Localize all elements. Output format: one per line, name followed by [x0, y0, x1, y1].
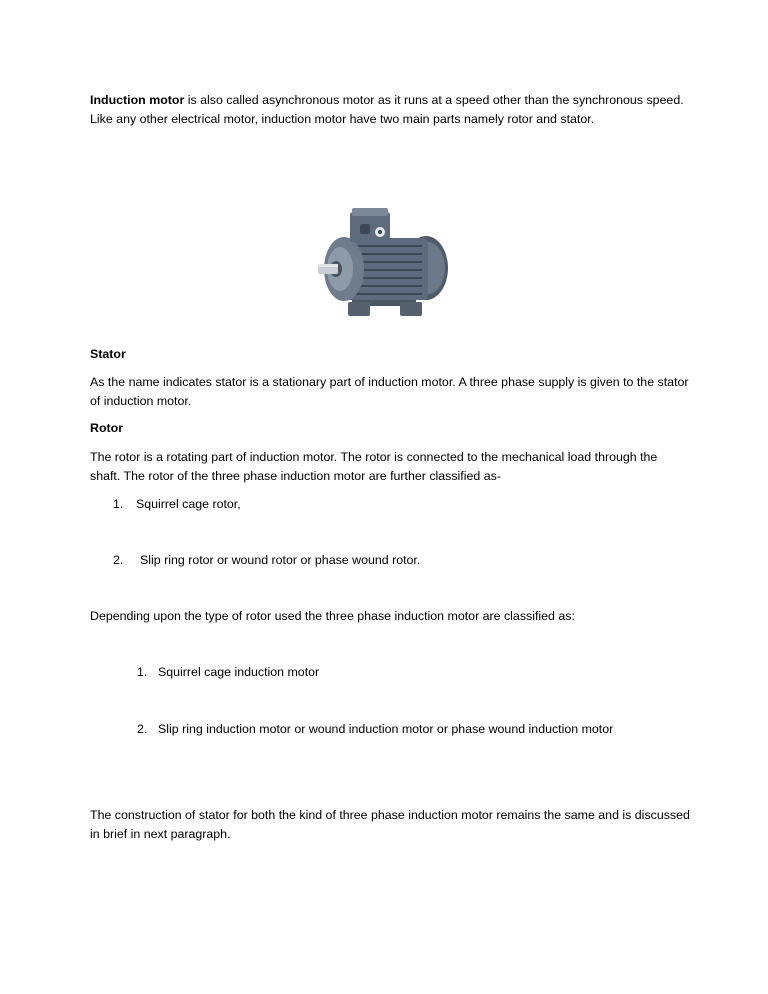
motor-type-item — [137, 720, 613, 739]
list-number: 1. — [113, 497, 124, 511]
list-label: Slip ring rotor or wound rotor or phase wound rotor. — [140, 553, 421, 567]
motor-type-item — [137, 663, 319, 682]
rotor-paragraph: The rotor is a rotating part of induction motor. The rotor is connected to the mechanical load through the shaft. The rotor of the three phase induction motor are further classified as- — [90, 450, 658, 483]
intro-paragraph — [90, 91, 690, 129]
stator-paragraph: As the name indicates stator is a stationary part of induction motor. A three phase supply is given to the stator of induction motor. — [90, 375, 689, 408]
stator-heading: Stator — [90, 347, 126, 361]
induction-motor-image — [314, 202, 454, 324]
classification-paragraph: Depending upon the type of rotor used the three phase induction motor are classified as: — [90, 609, 575, 623]
intro-term: Induction motor — [90, 93, 185, 107]
closing-paragraph: The construction of stator for both the kind of three phase induction motor remains the same and is discussed in brief in next paragraph. — [90, 808, 690, 841]
list-label: Slip ring induction motor or wound induction motor or phase wound induction motor — [158, 722, 614, 736]
list-label: Squirrel cage rotor, — [136, 497, 241, 511]
intro-text: is also called asynchronous motor as it runs at a speed other than the synchronous speed. Like any other electrical motor, induction motor have two main parts namely rotor and stator. — [90, 93, 684, 126]
list-number: 2. — [137, 722, 148, 736]
list-number: 2. — [113, 553, 124, 567]
list-label: Squirrel cage induction motor — [158, 665, 320, 679]
induction-motor-icon — [314, 202, 454, 324]
rotor-heading: Rotor — [90, 421, 124, 435]
rotor-type-item — [113, 551, 420, 570]
rotor-type-item — [113, 495, 241, 514]
list-number: 1. — [137, 665, 148, 679]
